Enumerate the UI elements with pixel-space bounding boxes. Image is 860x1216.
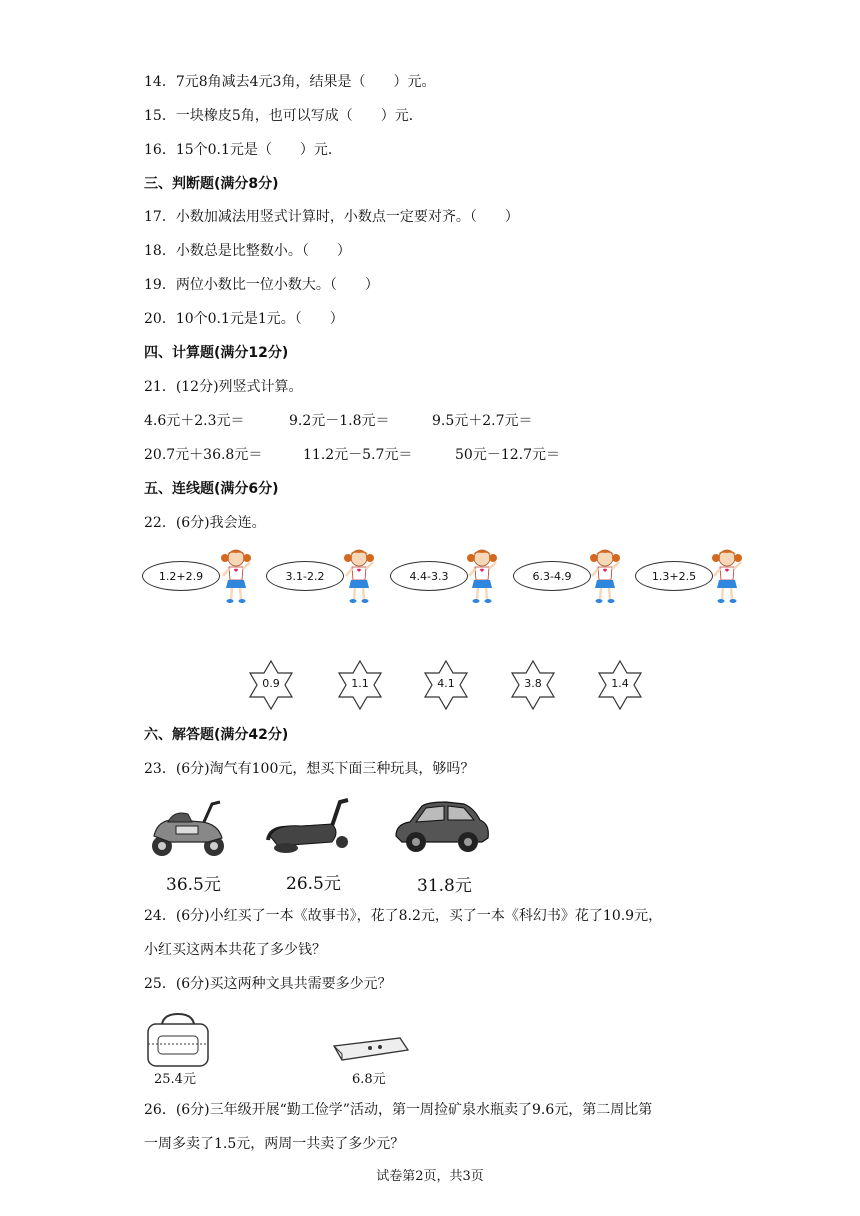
- girl-icon: [707, 546, 747, 604]
- star-label: 1.1: [351, 677, 369, 690]
- girl-icon: [585, 546, 625, 604]
- expression-oval: 1.3+2.5: [635, 561, 713, 591]
- expression-oval: 1.2+2.9: [142, 561, 220, 591]
- star-label: 0.9: [262, 677, 280, 690]
- question-22: 22．(6分)我会连。: [144, 515, 266, 531]
- car-toy-icon: [392, 796, 492, 860]
- question-24-line2: 小红买这两本共花了多少钱？: [144, 942, 326, 958]
- page-footer: 试卷第2页，共3页: [376, 1169, 484, 1184]
- toy-price: 36.5元: [166, 875, 221, 895]
- toy-price: 26.5元: [286, 874, 341, 894]
- section-5-heading: 五、连线题(满分6分): [144, 481, 279, 497]
- calc-item: 9.5元＋2.7元＝: [432, 413, 533, 429]
- question-24-line1: 24．(6分)小红买了一本《故事书》，花了8.2元，买了一本《科幻书》花了10.9元，: [144, 908, 663, 924]
- star-label: 1.4: [611, 677, 629, 690]
- stationery-price: 6.8元: [352, 1072, 386, 1087]
- question-25: 25．(6分)买这两种文具共需要多少元？: [144, 976, 392, 992]
- section-6-heading: 六、解答题(满分42分): [144, 727, 289, 743]
- calc-item: 11.2元－5.7元＝: [303, 447, 413, 463]
- calc-item: 20.7元＋36.8元＝: [144, 447, 263, 463]
- girl-icon: [462, 546, 502, 604]
- question-14: 14．7元8角减去4元3角，结果是（ ）元。: [144, 74, 436, 90]
- scooter-toy-icon: [262, 796, 354, 862]
- question-21: 21．(12分)列竖式计算。: [144, 379, 303, 395]
- expression-oval: 4.4-3.3: [390, 561, 468, 591]
- girl-icon: [216, 546, 256, 604]
- question-17: 17．小数加减法用竖式计算时，小数点一定要对齐。（ ）: [144, 209, 519, 225]
- expression-oval: 6.3-4.9: [513, 561, 591, 591]
- star-label: 3.8: [524, 677, 542, 690]
- question-20: 20．10个0.1元是1元。（ ）: [144, 311, 344, 327]
- expression-oval: 3.1-2.2: [266, 561, 344, 591]
- bag-icon: [144, 1012, 212, 1068]
- question-26-line2: 一周多卖了1.5元，两周一共卖了多少元？: [144, 1136, 405, 1152]
- star-label: 4.1: [437, 677, 455, 690]
- question-18: 18．小数总是比整数小。（ ）: [144, 243, 351, 259]
- pencil-case-icon: [330, 1032, 410, 1064]
- section-4-heading: 四、计算题(满分12分): [144, 345, 289, 361]
- calc-item: 50元－12.7元＝: [455, 447, 560, 463]
- girl-icon: [339, 546, 379, 604]
- question-15: 15．一块橡皮5角，也可以写成（ ）元．: [144, 108, 423, 124]
- section-3-heading: 三、判断题(满分8分): [144, 176, 279, 192]
- motorcycle-toy-icon: [148, 796, 230, 862]
- calc-item: 9.2元－1.8元＝: [289, 413, 390, 429]
- question-19: 19．两位小数比一位小数大。（ ）: [144, 277, 379, 293]
- question-26-line1: 26．(6分)三年级开展“勤工俭学”活动，第一周捡矿泉水瓶卖了9.6元，第二周比第: [144, 1102, 653, 1118]
- toy-price: 31.8元: [417, 876, 472, 896]
- question-16: 16．15个0.1元是（ ）元．: [144, 142, 342, 158]
- calc-item: 4.6元＋2.3元＝: [144, 413, 245, 429]
- stationery-price: 25.4元: [154, 1072, 196, 1087]
- question-23: 23．(6分)淘气有100元，想买下面三种玩具，够吗？: [144, 761, 475, 777]
